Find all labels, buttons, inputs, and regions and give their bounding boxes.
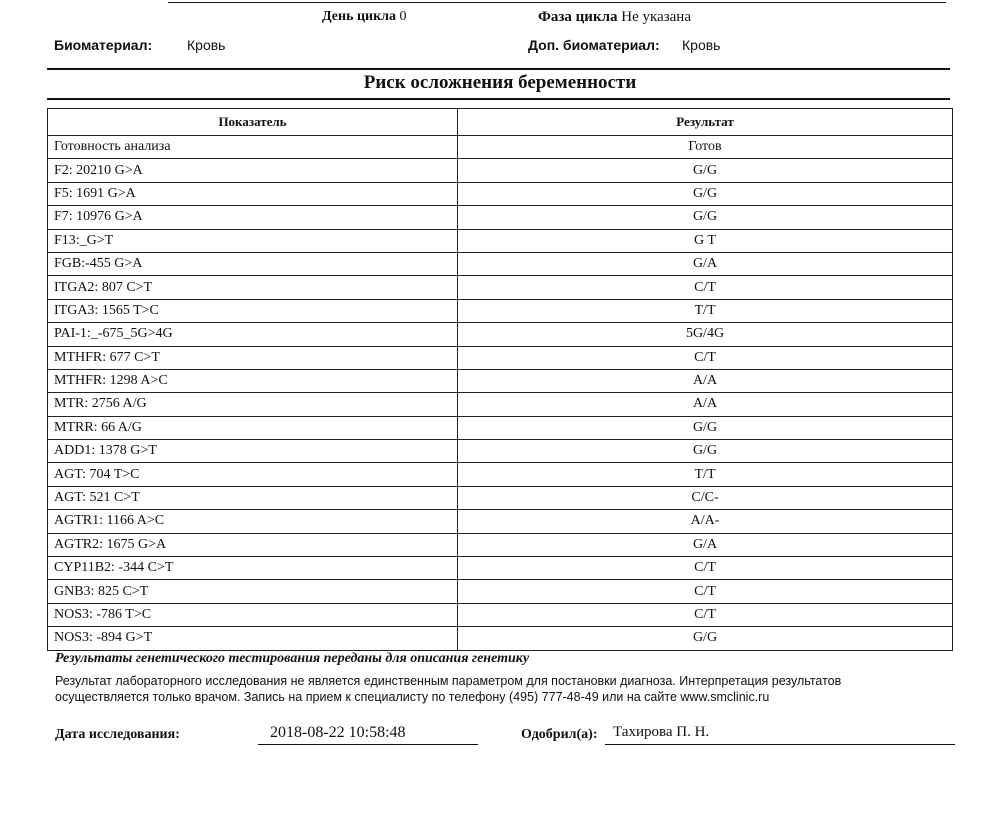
result-cell: A/A- xyxy=(458,510,953,533)
table-header-row xyxy=(48,109,953,136)
indicator-cell: GNB3: 825 C>T xyxy=(48,580,458,603)
indicator-cell: F7: 10976 G>A xyxy=(48,206,458,229)
indicator-cell: NOS3: -786 T>C xyxy=(48,603,458,626)
table-row xyxy=(48,603,953,626)
table-row xyxy=(48,557,953,580)
indicator-cell: NOS3: -894 G>T xyxy=(48,627,458,650)
table-row xyxy=(48,206,953,229)
indicator-cell: AGT: 521 C>T xyxy=(48,486,458,509)
top-rule xyxy=(168,2,946,3)
result-cell: A/A xyxy=(458,393,953,416)
cycle-day-value: 0 xyxy=(399,9,407,24)
indicator-cell: AGT: 704 T>C xyxy=(48,463,458,486)
result-cell: C/T xyxy=(458,603,953,626)
indicator-cell: AGTR1: 1166 A>C xyxy=(48,510,458,533)
result-cell: G/G xyxy=(458,206,953,229)
table-row xyxy=(48,440,953,463)
indicator-cell: AGTR2: 1675 G>A xyxy=(48,533,458,556)
result-cell: T/T xyxy=(458,463,953,486)
result-cell: Готов xyxy=(458,136,953,159)
table-row xyxy=(48,533,953,556)
result-cell: T/T xyxy=(458,299,953,322)
indicator-cell: FGB:-455 G>A xyxy=(48,252,458,275)
date-underline xyxy=(258,744,478,745)
biomaterial-value: Кровь xyxy=(187,37,226,53)
result-cell: G/G xyxy=(458,159,953,182)
cycle-phase-value: Не указана xyxy=(621,9,691,25)
extra-biomaterial-label: Доп. биоматериал: xyxy=(528,37,660,53)
result-cell: 5G/4G xyxy=(458,323,953,346)
result-cell: C/T xyxy=(458,346,953,369)
disclaimer-line-2: осуществляется только врачом. Запись на прием к специалисту по телефону (495) 777-48-49 или на сайте www.smclinic.ru xyxy=(55,690,770,704)
cycle-phase-label: Фаза цикла xyxy=(538,9,618,25)
table-row xyxy=(48,229,953,252)
genetics-note: Результаты генетического тестирования переданы для описания генетику xyxy=(55,651,530,666)
indicator-cell: MTHFR: 1298 A>C xyxy=(48,369,458,392)
indicator-cell: ITGA2: 807 C>T xyxy=(48,276,458,299)
table-row xyxy=(48,463,953,486)
results-table xyxy=(47,108,953,651)
cycle-day-label: День цикла xyxy=(322,9,397,24)
table-row xyxy=(48,486,953,509)
result-cell: G T xyxy=(458,229,953,252)
indicator-cell: PAI-1:_-675_5G>4G xyxy=(48,323,458,346)
table-row xyxy=(48,346,953,369)
biomaterial-label: Биоматериал: xyxy=(54,37,153,53)
approved-underline xyxy=(605,744,955,745)
indicator-cell: MTHFR: 677 C>T xyxy=(48,346,458,369)
result-cell: G/A xyxy=(458,252,953,275)
cycle-phase xyxy=(538,9,691,26)
table-row xyxy=(48,369,953,392)
column-header-result: Результат xyxy=(458,109,953,136)
extra-biomaterial-value: Кровь xyxy=(682,37,721,53)
table-row xyxy=(48,136,953,159)
section-title: Риск осложнения беременности xyxy=(363,72,637,93)
table-row xyxy=(48,416,953,439)
indicator-cell: F5: 1691 G>A xyxy=(48,182,458,205)
result-cell: G/G xyxy=(458,416,953,439)
disclaimer-line-1: Результат лабораторного исследования не является единственным параметром для постановки диагноза. Интерпретация результатов xyxy=(55,674,842,688)
indicator-cell: F2: 20210 G>A xyxy=(48,159,458,182)
date-label: Дата исследования: xyxy=(55,727,180,742)
table-row xyxy=(48,627,953,650)
table-row xyxy=(48,323,953,346)
indicator-cell: ITGA3: 1565 T>C xyxy=(48,299,458,322)
section-rule-top xyxy=(47,68,950,70)
result-cell: G/G xyxy=(458,182,953,205)
result-cell: A/A xyxy=(458,369,953,392)
result-cell: G/A xyxy=(458,533,953,556)
result-cell: G/G xyxy=(458,440,953,463)
table-row xyxy=(48,159,953,182)
indicator-cell: ADD1: 1378 G>T xyxy=(48,440,458,463)
approved-value: Тахирова П. Н. xyxy=(613,724,710,740)
result-cell: C/T xyxy=(458,276,953,299)
section-rule-bottom xyxy=(47,98,950,100)
date-value: 2018-08-22 10:58:48 xyxy=(270,724,406,741)
result-cell: G/G xyxy=(458,627,953,650)
result-cell: C/C- xyxy=(458,486,953,509)
table-row xyxy=(48,393,953,416)
table-row xyxy=(48,182,953,205)
indicator-cell: CYP11B2: -344 C>T xyxy=(48,557,458,580)
table-row xyxy=(48,299,953,322)
indicator-cell: MTRR: 66 A/G xyxy=(48,416,458,439)
cycle-day xyxy=(322,9,407,25)
indicator-cell: Готовность анализа xyxy=(48,136,458,159)
column-header-indicator: Показатель xyxy=(48,109,458,136)
result-cell: C/T xyxy=(458,557,953,580)
table-row xyxy=(48,276,953,299)
result-cell: C/T xyxy=(458,580,953,603)
table-body xyxy=(48,136,953,651)
approved-label: Одобрил(а): xyxy=(521,727,598,742)
indicator-cell: F13:_G>T xyxy=(48,229,458,252)
table-row xyxy=(48,252,953,275)
table-row xyxy=(48,510,953,533)
table-row xyxy=(48,580,953,603)
indicator-cell: MTR: 2756 A/G xyxy=(48,393,458,416)
